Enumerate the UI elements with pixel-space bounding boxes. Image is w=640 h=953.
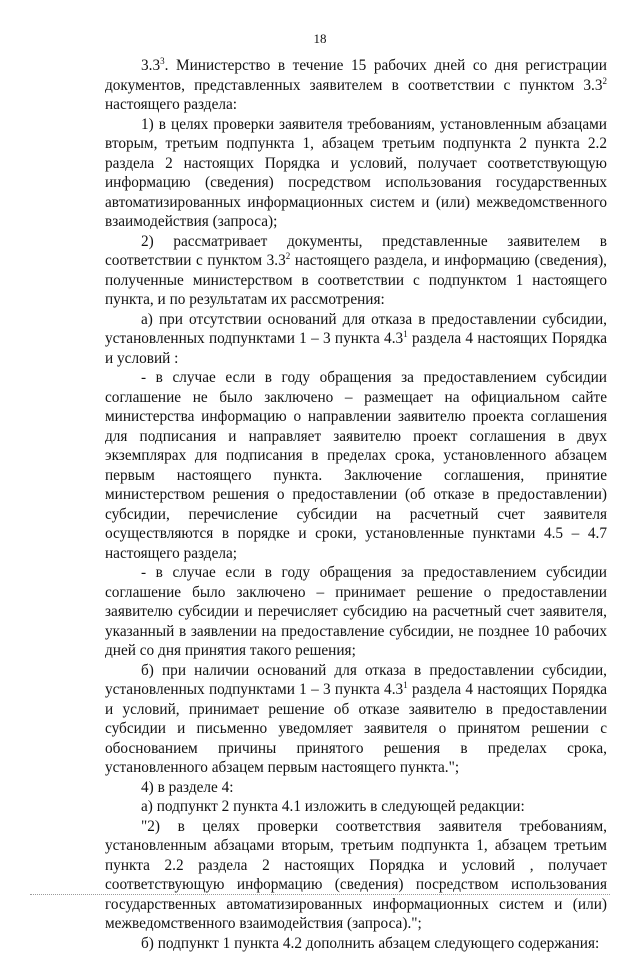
text-segment: 3.3 — [141, 57, 160, 74]
text-segment: раздела 4 настоящих Порядка и условий, принимает решение об отказе заявителю в предоставлении субсидии и письменно уведомляет заявителя о принятом решении с обоснованием причины принятого решения в пределах срока, установленного абзацем первым настоящего пункта."; — [105, 681, 607, 776]
text-segment: 2) рассматривает документы, представленные заявителем в соответствии с пунктом 3.3 — [105, 233, 607, 270]
paragraph-7 — [105, 661, 607, 778]
page-number: 18 — [0, 31, 640, 47]
text-segment: . Министерство в течение 15 рабочих дней со дня регистрации документов, представленных заявителем в соответствии с пунктом 3.3 — [105, 57, 607, 94]
superscript: 2 — [603, 76, 608, 86]
text-segment: настоящего раздела, и информацию (сведения), полученные министерством в соответствии с подпунктом 1 настоящего пункта, и по результатам их рассмотрения: — [105, 252, 607, 308]
superscript: 1 — [403, 329, 408, 339]
text-segment: 4) в разделе 4: — [141, 779, 234, 796]
text-segment: раздела 4 настоящих Порядка и условий : — [105, 330, 607, 367]
paragraph-11 — [105, 934, 607, 953]
text-segment: а) при отсутствии оснований для отказа в предоставлении субсидии, установленных подпунктами 1 – 3 пункта 4.3 — [105, 311, 607, 348]
text-segment: б) при наличии оснований для отказа в предоставлении субсидии, установленных подпунктами 1 – 3 пункта 4.3 — [105, 662, 607, 699]
text-segment: настоящего раздела: — [105, 96, 237, 113]
text-segment: а) подпункт 2 пункта 4.1 изложить в следующей редакции: — [141, 798, 525, 815]
text-segment: б) подпункт 1 пункта 4.2 дополнить абзацем следующего содержания: — [141, 935, 599, 952]
paragraph-9 — [105, 797, 607, 817]
text-segment: 1) в целях проверки заявителя требованиям, установленным абзацами вторым, третьим подпункта 1, абзацем третьим подпункта 2 пункта 2.2 раздела 2 настоящих Порядка и условий, получает соответствующую информацию (сведения) посредством использования государственных автоматизированных информационных систем и (или) межведомственного взаимодействия (запроса); — [105, 116, 607, 231]
superscript: 3 — [160, 56, 165, 66]
text-segment: "2) в целях проверки соответствия заявителя требованиям, установленным абзацами вторым, третьим подпункта 1, абзацем третьим пункта 2.2 раздела 2 настоящих Порядка и условий , получает соответствующую информацию (сведения) посредством использования государственных автоматизированных информационных систем и (или) межведомственного взаимодействия (запроса)."; — [105, 818, 607, 933]
text-segment: - в случае если в году обращения за предоставлением субсидии соглашение не было заключено – размещает на официальном сайте министерства информацию о направлении заявителю проекта соглашения для подписания и направляет заявителю проект соглашения в двух экземплярах для подписания в пределах срока, установленного абзацем первым настоящего пункта. Заключение соглашения, принятие министерством решения о предоставлении (об отказе в предоставлении) субсидии, перечисление субсидии на расчетный счет заявителя осуществляются в порядке и сроки, установленные пунктами 4.5 – 4.7 настоящего раздела; — [105, 369, 607, 562]
paragraph-2 — [105, 115, 607, 232]
paragraph-6 — [105, 563, 607, 661]
paragraph-10 — [105, 817, 607, 934]
scan-footer-artifact — [30, 894, 610, 896]
paragraph-3 — [105, 232, 607, 310]
paragraph-8 — [105, 778, 607, 798]
paragraph-5 — [105, 368, 607, 563]
paragraph-1 — [105, 56, 607, 115]
paragraph-4 — [105, 310, 607, 369]
text-segment: - в случае если в году обращения за предоставлением субсидии соглашение было заключено – принимает решение о предоставлении заявителю субсидии и перечисляет субсидию на расчетный счет заявителя, указанный в заявлении на предоставление субсидии, не позднее 10 рабочих дней со дня принятия такого решения; — [105, 564, 607, 659]
superscript: 1 — [403, 680, 408, 690]
document-body — [105, 56, 607, 953]
superscript: 2 — [286, 251, 291, 261]
